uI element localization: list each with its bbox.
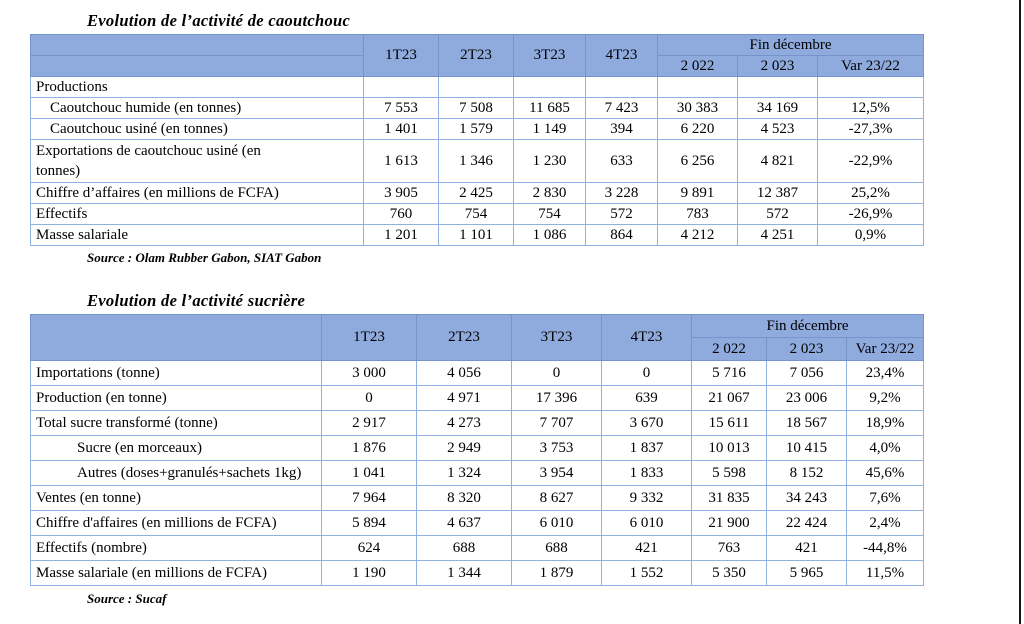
cell-value: 10 415 bbox=[767, 436, 847, 461]
cell-value: 8 152 bbox=[767, 461, 847, 486]
col-header-4t23: 4T23 bbox=[602, 315, 692, 361]
sugar-table-header bbox=[31, 315, 924, 361]
cell-value: 5 965 bbox=[767, 561, 847, 586]
cell-value: 3 000 bbox=[322, 361, 417, 386]
rubber-table-body bbox=[31, 77, 924, 246]
cell-value: 4 821 bbox=[738, 140, 818, 183]
cell-value: 18 567 bbox=[767, 411, 847, 436]
cell-value: 5 716 bbox=[692, 361, 767, 386]
cell-value: 421 bbox=[767, 536, 847, 561]
table-row bbox=[31, 361, 924, 386]
rubber-table bbox=[30, 34, 924, 246]
cell-value: 3 670 bbox=[602, 411, 692, 436]
cell-value: 6 010 bbox=[512, 511, 602, 536]
cell-value: 3 753 bbox=[512, 436, 602, 461]
sugar-table-body bbox=[31, 361, 924, 586]
row-label: Autres (doses+granulés+sachets 1kg) bbox=[31, 461, 322, 486]
cell-value: 22 424 bbox=[767, 511, 847, 536]
cell-value: 1 876 bbox=[322, 436, 417, 461]
cell-value: 1 324 bbox=[417, 461, 512, 486]
cell-value: 1 579 bbox=[439, 119, 514, 140]
cell-value: 4 971 bbox=[417, 386, 512, 411]
cell-value: 5 350 bbox=[692, 561, 767, 586]
cell-value: 7 553 bbox=[364, 98, 439, 119]
sugar-activity-section bbox=[30, 291, 924, 607]
col-header-2023: 2 023 bbox=[767, 338, 847, 361]
cell-value: 421 bbox=[602, 536, 692, 561]
cell-value: 0,9% bbox=[818, 225, 924, 246]
row-label: Masse salariale (en millions de FCFA) bbox=[31, 561, 322, 586]
cell-value: 3 954 bbox=[512, 461, 602, 486]
cell-value: 1 344 bbox=[417, 561, 512, 586]
cell-value: 4 251 bbox=[738, 225, 818, 246]
header-blank-cell-bottom bbox=[31, 56, 364, 77]
cell-value: 2 949 bbox=[417, 436, 512, 461]
table-row bbox=[31, 77, 924, 98]
cell-value: 5 598 bbox=[692, 461, 767, 486]
rubber-table-header bbox=[31, 35, 924, 77]
cell-value: 760 bbox=[364, 204, 439, 225]
sugar-table-title: Evolution de l’activité sucrière bbox=[87, 291, 306, 310]
col-header-2t23: 2T23 bbox=[417, 315, 512, 361]
cell-value: 572 bbox=[738, 204, 818, 225]
cell-value: -26,9% bbox=[818, 204, 924, 225]
cell-value: 1 041 bbox=[322, 461, 417, 486]
cell-value: 7,6% bbox=[847, 486, 924, 511]
cell-value: -22,9% bbox=[818, 140, 924, 183]
cell-value: 34 169 bbox=[738, 98, 818, 119]
cell-value: 21 067 bbox=[692, 386, 767, 411]
row-label: Sucre (en morceaux) bbox=[31, 436, 322, 461]
cell-value: 7 056 bbox=[767, 361, 847, 386]
sugar-table bbox=[30, 314, 924, 586]
cell-value: 9 332 bbox=[602, 486, 692, 511]
table-row bbox=[31, 183, 924, 204]
cell-value: 0 bbox=[512, 361, 602, 386]
cell-value: 3 228 bbox=[586, 183, 658, 204]
table-row bbox=[31, 561, 924, 586]
row-label: Importations (tonne) bbox=[31, 361, 322, 386]
cell-value: 12,5% bbox=[818, 98, 924, 119]
cell-value bbox=[364, 77, 439, 98]
cell-value: 763 bbox=[692, 536, 767, 561]
cell-value: 7 423 bbox=[586, 98, 658, 119]
cell-value: -27,3% bbox=[818, 119, 924, 140]
cell-value: 1 086 bbox=[514, 225, 586, 246]
rubber-source-note: Source : Olam Rubber Gabon, SIAT Gabon bbox=[87, 250, 322, 265]
cell-value: 15 611 bbox=[692, 411, 767, 436]
cell-value: 25,2% bbox=[818, 183, 924, 204]
cell-value: 23,4% bbox=[847, 361, 924, 386]
cell-value: 864 bbox=[586, 225, 658, 246]
row-label: Caoutchouc usiné (en tonnes) bbox=[31, 119, 364, 140]
report-content bbox=[30, 0, 924, 607]
cell-value: 7 964 bbox=[322, 486, 417, 511]
cell-value bbox=[514, 77, 586, 98]
cell-value bbox=[818, 77, 924, 98]
cell-value: 2 917 bbox=[322, 411, 417, 436]
rubber-table-title: Evolution de l’activité de caoutchouc bbox=[87, 11, 351, 30]
cell-value: 1 190 bbox=[322, 561, 417, 586]
cell-value: 4 056 bbox=[417, 361, 512, 386]
cell-value: 572 bbox=[586, 204, 658, 225]
col-header-var: Var 23/22 bbox=[818, 56, 924, 77]
col-header-1t23: 1T23 bbox=[364, 35, 439, 77]
cell-value: 12 387 bbox=[738, 183, 818, 204]
cell-value: 1 149 bbox=[514, 119, 586, 140]
cell-value bbox=[658, 77, 738, 98]
cell-value: -44,8% bbox=[847, 536, 924, 561]
row-label: Masse salariale bbox=[31, 225, 364, 246]
table-row bbox=[31, 119, 924, 140]
cell-value: 1 230 bbox=[514, 140, 586, 183]
cell-value: 4 212 bbox=[658, 225, 738, 246]
cell-value: 30 383 bbox=[658, 98, 738, 119]
cell-value: 8 320 bbox=[417, 486, 512, 511]
cell-value: 633 bbox=[586, 140, 658, 183]
sugar-source-note: Source : Sucaf bbox=[87, 591, 167, 606]
cell-value: 7 508 bbox=[439, 98, 514, 119]
cell-value: 1 401 bbox=[364, 119, 439, 140]
cell-value: 31 835 bbox=[692, 486, 767, 511]
col-header-var: Var 23/22 bbox=[847, 338, 924, 361]
cell-value: 9 891 bbox=[658, 183, 738, 204]
cell-value: 394 bbox=[586, 119, 658, 140]
cell-value: 754 bbox=[439, 204, 514, 225]
table-row bbox=[31, 536, 924, 561]
cell-value: 639 bbox=[602, 386, 692, 411]
cell-value: 23 006 bbox=[767, 386, 847, 411]
col-header-3t23: 3T23 bbox=[512, 315, 602, 361]
row-label: Exportations de caoutchouc usiné (en tonnes) bbox=[31, 140, 364, 183]
cell-value: 1 346 bbox=[439, 140, 514, 183]
cell-value: 4 273 bbox=[417, 411, 512, 436]
cell-value: 688 bbox=[417, 536, 512, 561]
cell-value: 1 833 bbox=[602, 461, 692, 486]
cell-value bbox=[586, 77, 658, 98]
cell-value: 6 010 bbox=[602, 511, 692, 536]
row-label: Total sucre transformé (tonne) bbox=[31, 411, 322, 436]
cell-value: 9,2% bbox=[847, 386, 924, 411]
cell-value: 4 637 bbox=[417, 511, 512, 536]
cell-value: 11 685 bbox=[514, 98, 586, 119]
cell-value: 0 bbox=[602, 361, 692, 386]
cell-value: 1 552 bbox=[602, 561, 692, 586]
table-row bbox=[31, 225, 924, 246]
cell-value: 17 396 bbox=[512, 386, 602, 411]
cell-value: 7 707 bbox=[512, 411, 602, 436]
table-row bbox=[31, 511, 924, 536]
header-blank-cell-top bbox=[31, 35, 364, 56]
cell-value: 18,9% bbox=[847, 411, 924, 436]
cell-value bbox=[439, 77, 514, 98]
row-label: Production (en tonne) bbox=[31, 386, 322, 411]
cell-value: 6 220 bbox=[658, 119, 738, 140]
cell-value: 754 bbox=[514, 204, 586, 225]
cell-value: 5 894 bbox=[322, 511, 417, 536]
cell-value: 34 243 bbox=[767, 486, 847, 511]
row-label: Chiffre d’affaires (en millions de FCFA) bbox=[31, 183, 364, 204]
table-row bbox=[31, 204, 924, 225]
row-label: Effectifs bbox=[31, 204, 364, 225]
row-label: Caoutchouc humide (en tonnes) bbox=[31, 98, 364, 119]
row-label: Ventes (en tonne) bbox=[31, 486, 322, 511]
cell-value: 3 905 bbox=[364, 183, 439, 204]
col-header-2t23: 2T23 bbox=[439, 35, 514, 77]
cell-value: 1 879 bbox=[512, 561, 602, 586]
table-row bbox=[31, 461, 924, 486]
cell-value: 2,4% bbox=[847, 511, 924, 536]
cell-value: 688 bbox=[512, 536, 602, 561]
cell-value: 4 523 bbox=[738, 119, 818, 140]
cell-value: 1 613 bbox=[364, 140, 439, 183]
cell-value: 6 256 bbox=[658, 140, 738, 183]
col-header-3t23: 3T23 bbox=[514, 35, 586, 77]
row-label: Productions bbox=[31, 77, 364, 98]
cell-value: 4,0% bbox=[847, 436, 924, 461]
table-row bbox=[31, 386, 924, 411]
row-label: Effectifs (nombre) bbox=[31, 536, 322, 561]
header-blank-cell bbox=[31, 315, 322, 361]
row-label: Chiffre d'affaires (en millions de FCFA) bbox=[31, 511, 322, 536]
cell-value: 1 201 bbox=[364, 225, 439, 246]
cell-value: 11,5% bbox=[847, 561, 924, 586]
table-row bbox=[31, 98, 924, 119]
cell-value: 783 bbox=[658, 204, 738, 225]
rubber-activity-section bbox=[30, 11, 924, 266]
table-row bbox=[31, 411, 924, 436]
cell-value: 10 013 bbox=[692, 436, 767, 461]
cell-value bbox=[738, 77, 818, 98]
col-group-header-fin-decembre: Fin décembre bbox=[658, 35, 924, 56]
col-header-2022: 2 022 bbox=[692, 338, 767, 361]
col-header-4t23: 4T23 bbox=[586, 35, 658, 77]
col-group-header-fin-decembre: Fin décembre bbox=[692, 315, 924, 338]
cell-value: 1 837 bbox=[602, 436, 692, 461]
cell-value: 2 830 bbox=[514, 183, 586, 204]
col-header-1t23: 1T23 bbox=[322, 315, 417, 361]
cell-value: 21 900 bbox=[692, 511, 767, 536]
cell-value: 8 627 bbox=[512, 486, 602, 511]
cell-value: 1 101 bbox=[439, 225, 514, 246]
table-row bbox=[31, 140, 924, 183]
col-header-2023: 2 023 bbox=[738, 56, 818, 77]
cell-value: 624 bbox=[322, 536, 417, 561]
cell-value: 0 bbox=[322, 386, 417, 411]
table-row bbox=[31, 486, 924, 511]
table-row bbox=[31, 436, 924, 461]
page-border-line bbox=[1019, 0, 1021, 624]
cell-value: 45,6% bbox=[847, 461, 924, 486]
col-header-2022: 2 022 bbox=[658, 56, 738, 77]
cell-value: 2 425 bbox=[439, 183, 514, 204]
